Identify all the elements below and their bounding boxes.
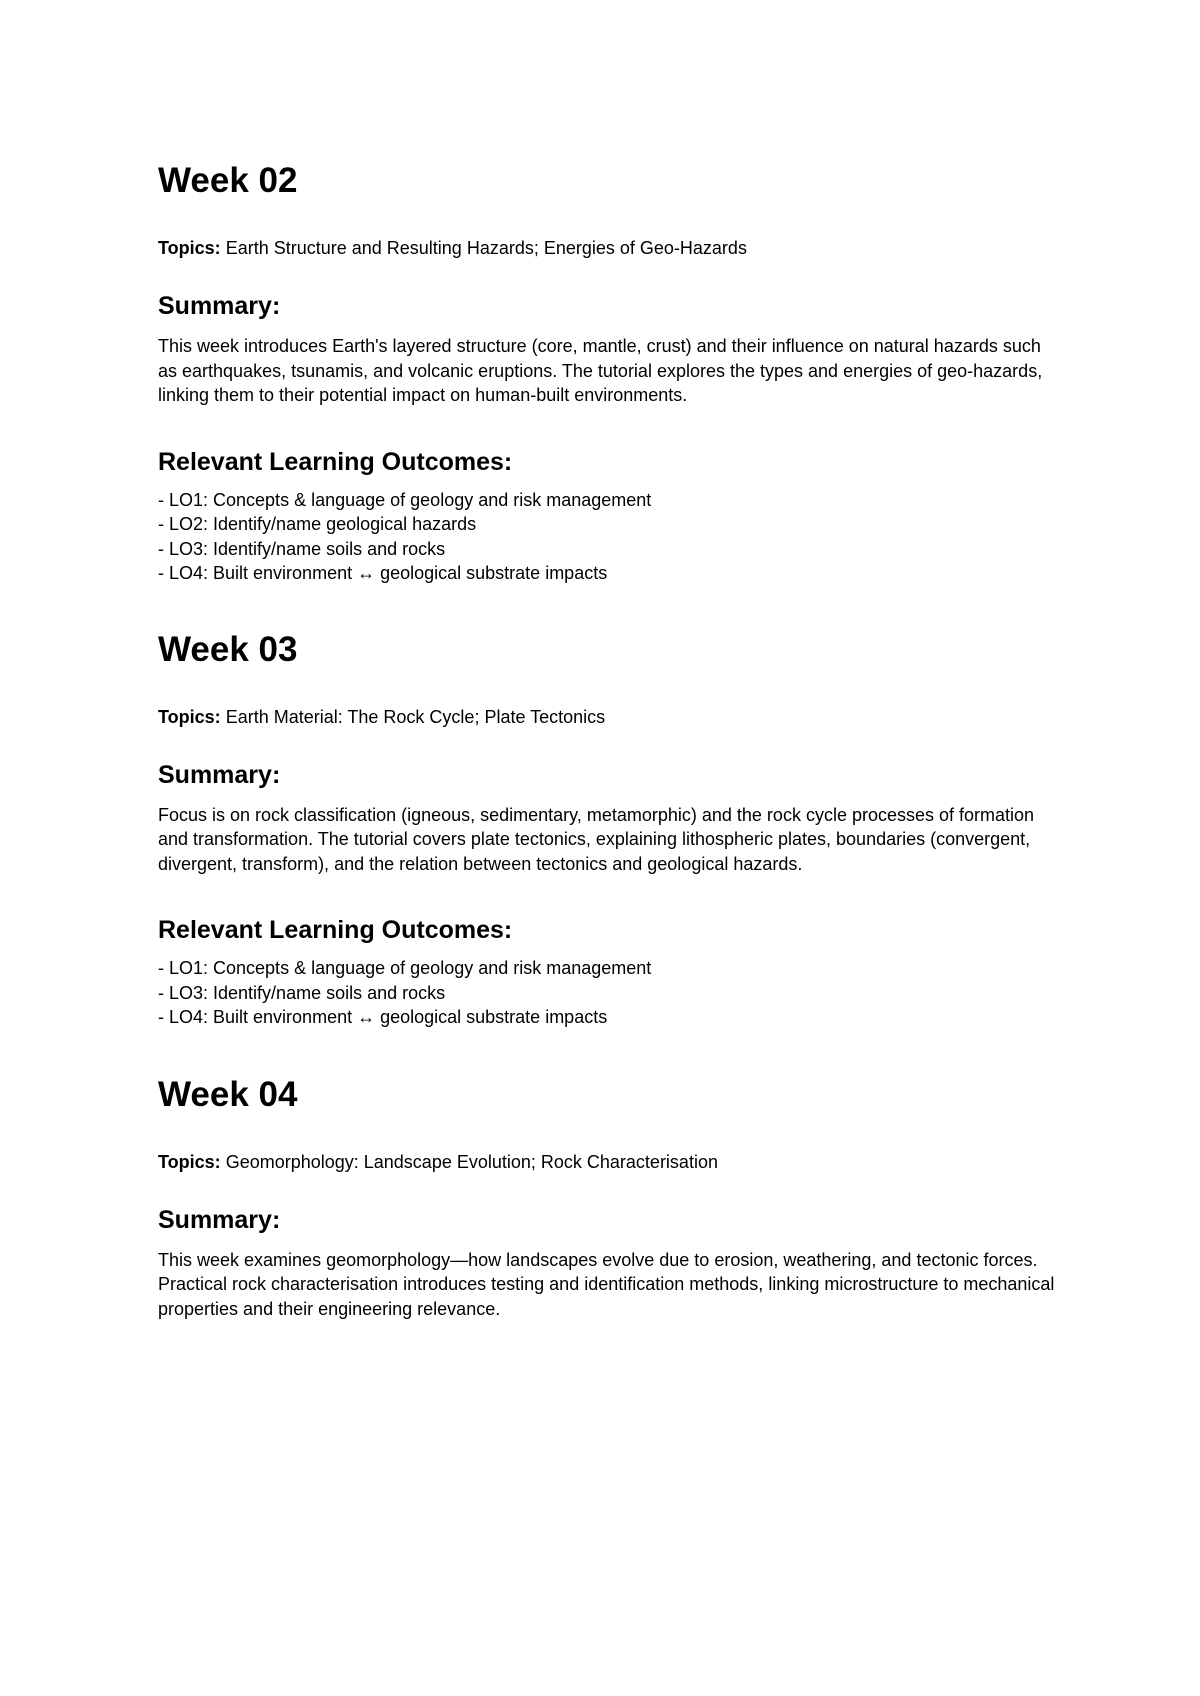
summary-heading: Summary: <box>158 1205 281 1234</box>
topics-line <box>158 705 1058 729</box>
outcomes-list <box>158 956 1058 1030</box>
week-title: Week 03 <box>158 629 298 669</box>
week-title: Week 04 <box>158 1074 298 1114</box>
week-04-section <box>158 1069 1058 1322</box>
topics-label: Topics: <box>158 706 221 727</box>
outcome-item: - LO2: Identify/name geological hazards <box>158 514 477 534</box>
topics-line <box>158 236 1058 260</box>
outcome-item: - LO1: Concepts & language of geology and risk management <box>158 489 652 510</box>
topics-label: Topics: <box>158 238 221 258</box>
outcomes-heading: Relevant Learning Outcomes: <box>158 916 513 944</box>
topics-line <box>158 1150 1058 1174</box>
week-03-section <box>158 624 1058 1030</box>
topics-label: Topics: <box>158 1151 221 1172</box>
topics-text: Earth Material: The Rock Cycle; Plate Tectonics <box>225 706 606 727</box>
summary-text: Focus is on rock classification (igneous, sedimentary, metamorphic) and the rock cycle processes of formation and transformation. The tutorial covers plate tectonics, explaining lithospheric plates, boundaries (convergent, divergent, transform), and the relation between tectonics and geological hazards. <box>158 804 1035 874</box>
outcome-item: - LO1: Concepts & language of geology and risk management <box>158 958 652 978</box>
document-page <box>158 155 1058 1321</box>
outcomes-heading: Relevant Learning Outcomes: <box>158 447 513 476</box>
summary-heading: Summary: <box>158 292 281 320</box>
week-title: Week 02 <box>158 161 298 200</box>
summary-heading: Summary: <box>158 760 281 789</box>
outcome-item: - LO3: Identify/name soils and rocks <box>158 982 446 1003</box>
summary-text: This week introduces Earth's layered structure (core, mantle, crust) and their influence on natural hazards such as earthquakes, tsunamis, and volcanic eruptions. The tutorial explores the types and energies of geo-hazards, linking them to their potential impact on human-built environments. <box>158 336 1043 405</box>
outcome-item: - LO4: Built environment ↔ geological substrate impacts <box>158 563 608 583</box>
summary-text: This week examines geomorphology—how landscapes evolve due to erosion, weathering, and tectonic forces. Practical rock characterisation introduces testing and identification methods, linking microstructure to mechanical properties and their engineering relevance. <box>158 1249 1055 1319</box>
topics-text: Earth Structure and Resulting Hazards; Energies of Geo-Hazards <box>225 238 747 258</box>
week-02-section <box>158 155 1058 586</box>
outcomes-list <box>158 488 1058 586</box>
outcome-item: - LO3: Identify/name soils and rocks <box>158 538 446 559</box>
outcome-item: - LO4: Built environment ↔ geological substrate impacts <box>158 1007 608 1027</box>
topics-text: Geomorphology: Landscape Evolution; Rock Characterisation <box>225 1151 718 1172</box>
